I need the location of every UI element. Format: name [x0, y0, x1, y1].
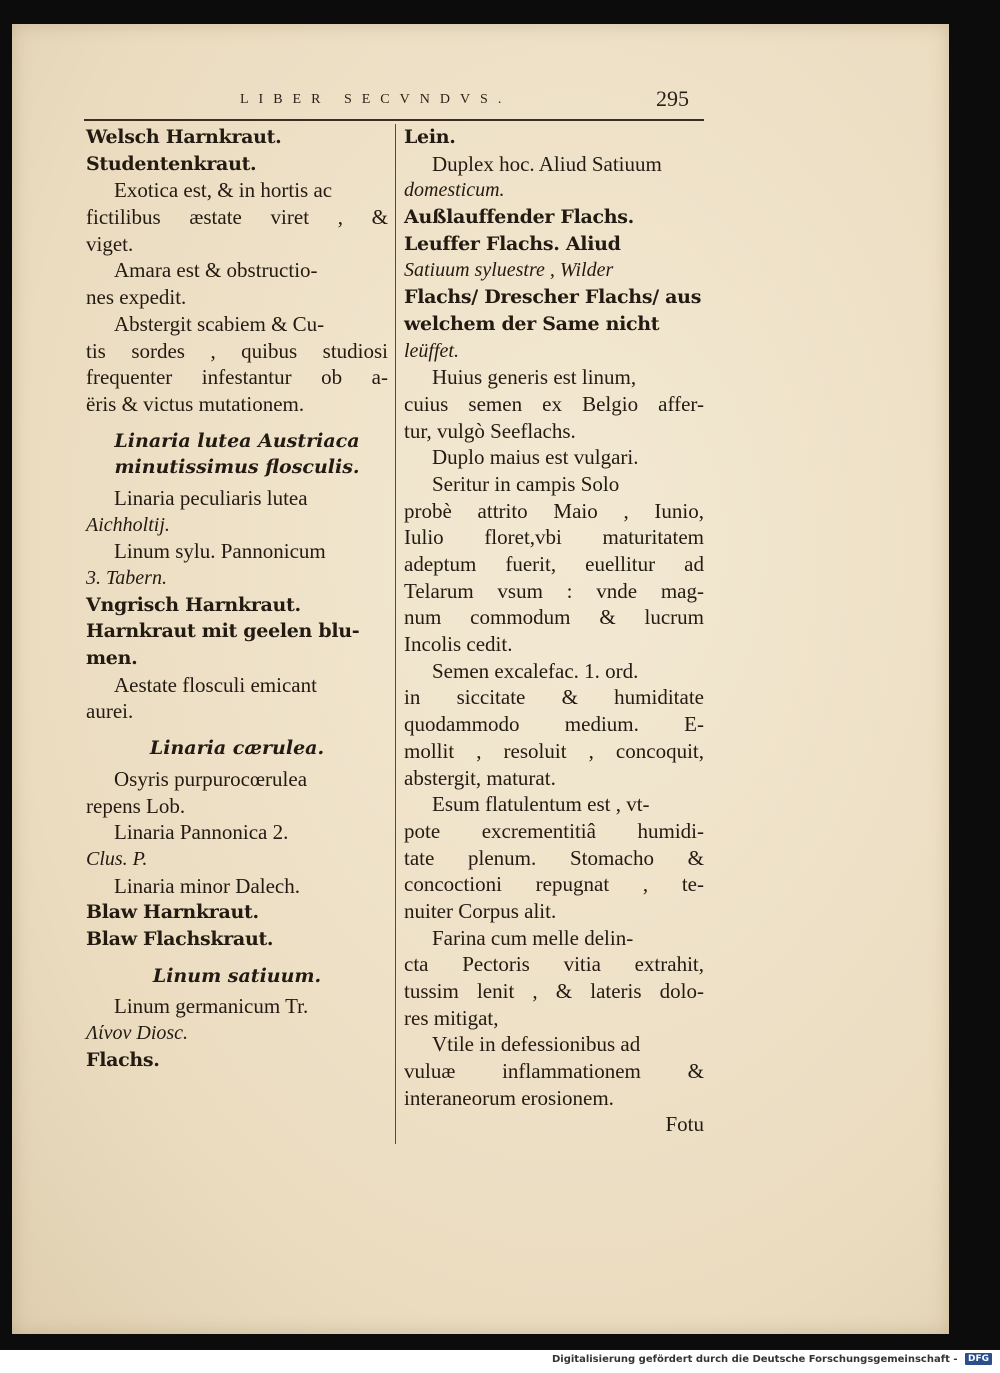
text-line: Welsch Harnkraut.	[86, 126, 282, 148]
text-line: viget.	[86, 231, 134, 256]
column-divider	[395, 124, 396, 1144]
text-line: interaneorum erosionem.	[404, 1085, 614, 1110]
text-line: probè attrito Maio , Iunio,	[404, 498, 704, 523]
text-line: Studentenkraut.	[86, 152, 257, 175]
text-line: Λίνον Diosc.	[86, 1022, 189, 1044]
text-line: Telarum vsum : vnde mag-	[404, 578, 704, 603]
page-number: 295	[656, 86, 689, 111]
text-line: tussim lenit , & lateris dolo-	[404, 979, 704, 1003]
text-line: adeptum fuerit, euellitur ad	[404, 552, 704, 576]
text-line: Incolis cedit.	[404, 632, 513, 657]
text-line: Vngrisch Harnkraut.	[86, 593, 301, 616]
text-line: Osyris purpurocœrulea	[114, 766, 308, 791]
text-line: concoctioni repugnat , te-	[404, 872, 704, 897]
section-heading-line: Linaria lutea Austriaca	[114, 429, 360, 452]
text-line: Linum germanicum Tr.	[114, 994, 309, 1019]
text-line: Linum sylu. Pannonicum	[114, 539, 326, 564]
text-line: Vtile in defessionibus ad	[432, 1032, 641, 1057]
text-line: fictilibus æstate viret , &	[86, 205, 388, 230]
text-line: pote excrementitiâ humidi-	[404, 818, 704, 843]
text-line: nuiter Corpus alit.	[404, 898, 557, 923]
text-line: Farina cum melle delin-	[432, 925, 634, 950]
text-line: Duplo maius est vulgari.	[432, 445, 639, 470]
text-line: cta Pectoris vitia extrahit,	[404, 952, 704, 977]
left-column	[86, 124, 388, 1073]
text-line: Linaria minor Dalech.	[114, 873, 301, 898]
header-rule	[84, 119, 704, 121]
text-line: Blaw Flachskraut.	[86, 927, 274, 950]
text-line: mollit , resoluit , concoquit,	[404, 738, 704, 763]
text-line: Satiuum syluestre , Wilder	[404, 259, 614, 282]
text-line: Seritur in campis Solo	[432, 471, 620, 496]
text-line: Huius generis est linum,	[432, 365, 637, 390]
text-line: quodammodo medium. E-	[404, 712, 704, 737]
text-line: domesticum.	[404, 179, 505, 202]
text-line: welchem der Same nicht	[404, 312, 660, 335]
text-line: leüffet.	[404, 339, 459, 362]
digitization-credit	[552, 1353, 992, 1365]
text-line: Amara est & obstructio-	[114, 258, 318, 283]
dfg-logo: DFG	[965, 1353, 992, 1365]
text-line: vuluæ inflammationem &	[404, 1059, 704, 1084]
text-line: cuius semen ex Belgio affer-	[404, 391, 704, 416]
text-line: repens Lob.	[86, 793, 186, 818]
text-line: Clus. P.	[86, 847, 148, 870]
text-line: men.	[86, 647, 138, 670]
text-line: nes expedit.	[86, 285, 187, 310]
text-line: Semen excalefac. 1. ord.	[432, 658, 639, 683]
text-line: abstergit, maturat.	[404, 765, 556, 790]
text-line: Aestate flosculi emicant	[114, 672, 317, 697]
text-line: num commodum & lucrum	[404, 605, 704, 630]
book-page	[12, 24, 949, 1334]
text-line: Fotu	[665, 1112, 704, 1137]
text-line: tis sordes , quibus studiosi	[86, 338, 388, 363]
section-heading-line: minutissimus flosculis.	[114, 456, 360, 479]
running-head: LIBER SECVNDVS.	[240, 92, 512, 107]
right-column	[404, 124, 704, 1138]
text-line: tur, vulgò Seeflachs.	[404, 418, 576, 443]
text-line: Linaria Pannonica 2.	[114, 820, 289, 845]
text-line: Duplex hoc. Aliud Satiuum	[432, 151, 662, 176]
text-line: in siccitate & humiditate	[404, 685, 704, 710]
text-line: res mitigat,	[404, 1005, 499, 1030]
text-line: frequenter infestantur ob a-	[86, 365, 388, 390]
text-line: Abstergit scabiem & Cu-	[114, 311, 325, 336]
text-line: Lein.	[404, 126, 456, 148]
text-line: 3. Tabern.	[86, 567, 167, 589]
section-heading-line: Linaria cærulea.	[149, 737, 325, 760]
section-heading-line: Linum satiuum.	[152, 964, 322, 987]
text-line: aurei.	[86, 699, 134, 724]
text-line: Flachs.	[86, 1048, 160, 1071]
text-line: Iulio floret,vbi maturitatem	[404, 525, 704, 550]
text-line: Esum flatulentum est , vt-	[432, 792, 650, 817]
text-line: Außlauffender Flachs.	[404, 206, 634, 229]
text-line: Blaw Harnkraut.	[86, 901, 259, 924]
text-line: tate plenum. Stomacho &	[404, 845, 704, 870]
text-line: ëris & victus mutationem.	[86, 391, 305, 416]
text-line: Flachs/ Drescher Flachs/ aus	[404, 286, 702, 309]
credit-text: Digitalisierung gefördert durch die Deutsche Forschungsgemeinschaft -	[551, 1354, 958, 1365]
text-line: Harnkraut mit geelen blu-	[86, 620, 360, 643]
text-line: Linaria peculiaris lutea	[114, 485, 308, 510]
text-line: Exotica est, & in hortis ac	[114, 178, 333, 203]
text-line: Leuffer Flachs. Aliud	[404, 232, 621, 255]
text-line: Aichholtij.	[86, 513, 170, 536]
